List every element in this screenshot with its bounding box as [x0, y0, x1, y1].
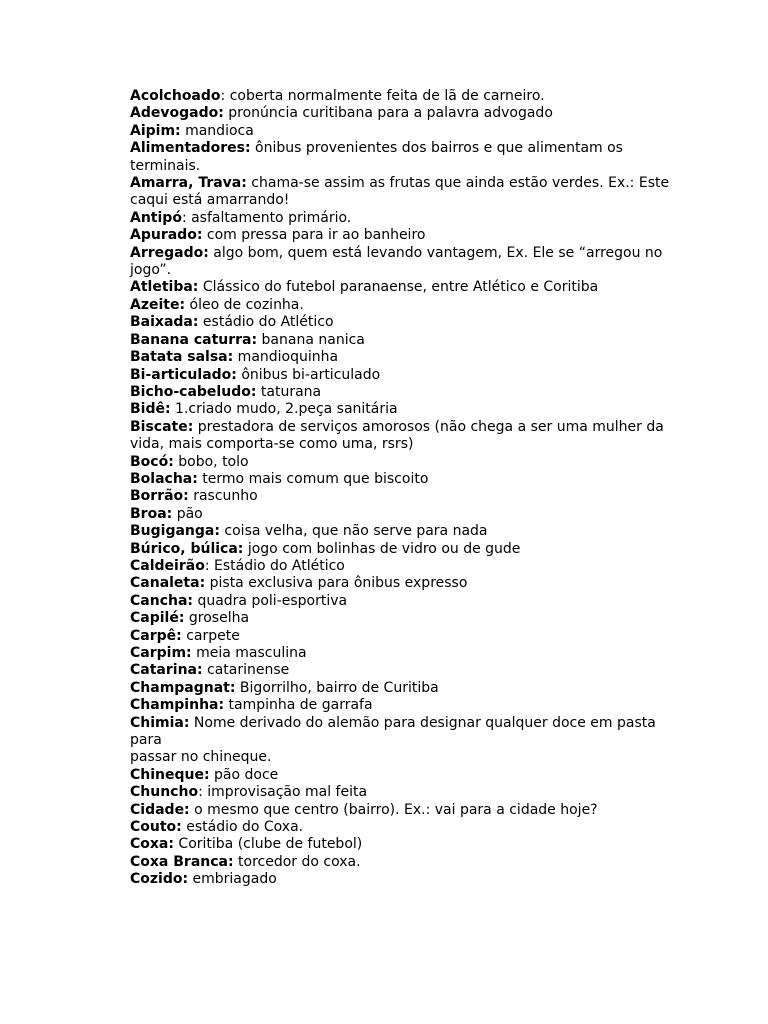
glossary-entry-coxa: [130, 836, 670, 853]
glossary-entry-azeite: [130, 297, 670, 314]
glossary-entry-bugiganga: [130, 523, 670, 540]
entry-definition: bobo, tolo: [173, 453, 249, 470]
entry-term: Coxa Branca:: [130, 853, 234, 870]
glossary-entry-arregado: [130, 245, 670, 280]
entry-definition: Bigorrilho, bairro de Curitiba: [235, 679, 439, 696]
entry-term: Caldeirão: [130, 557, 205, 574]
glossary-entry-caldeirao: [130, 558, 670, 575]
glossary-entry-baixada: [130, 314, 670, 331]
entry-term: Couto:: [130, 819, 182, 836]
entry-definition: com pressa para ir ao banheiro: [202, 227, 426, 244]
entry-definition: estádio do Atlético: [198, 314, 334, 331]
glossary-entry-canaleta: [130, 575, 670, 592]
glossary-entry-chimia: [130, 715, 670, 767]
entry-definition: banana nanica: [257, 331, 365, 348]
glossary-entry-cidade: [130, 802, 670, 819]
entry-definition: o mesmo que centro (bairro). Ex.: vai para a cidade hoje?: [189, 801, 598, 818]
entry-definition: estádio do Coxa.: [181, 819, 304, 836]
entry-term: Apurado:: [130, 227, 203, 244]
entry-term: Adevogado:: [130, 105, 224, 122]
entry-definition: pronúncia curitibana para a palavra advogado: [223, 105, 553, 122]
entry-definition: chama-se assim as frutas que ainda estão verdes. Ex.: Este caqui está amarrando!: [130, 175, 670, 209]
glossary-entry-atletiba: [130, 279, 670, 296]
glossary-entry-bolacha: [130, 471, 670, 488]
entry-definition: prestadora de serviços amorosos (não chega a ser uma mulher da vida, mais comporta-se como uma, rsrs): [130, 418, 664, 453]
entry-term: Búrico, búlica:: [130, 540, 244, 557]
glossary-entry-acolchoado: [130, 88, 670, 105]
glossary-entry-cancha: [130, 593, 670, 610]
entry-term: Bidê:: [130, 401, 171, 418]
glossary-entry-aipim: [130, 123, 670, 140]
entry-term: Cancha:: [130, 592, 193, 609]
glossary-entry-couto: [130, 819, 670, 836]
entry-term: Cidade:: [130, 801, 190, 818]
entry-term: Champagnat:: [130, 679, 236, 696]
entry-definition: : coberta normalmente feita de lã de carneiro.: [220, 88, 545, 104]
glossary-entry-chuncho: [130, 784, 670, 801]
entry-definition: termo mais comum que biscoito: [197, 470, 429, 487]
entry-term: Alimentadores:: [130, 140, 251, 157]
entry-term: Cozido:: [130, 871, 189, 888]
glossary-entry-borrao: [130, 488, 670, 505]
glossary-entry-boco: [130, 454, 670, 471]
entry-definition: mandioca: [180, 122, 254, 139]
entry-term: Aipim:: [130, 122, 181, 139]
entry-definition: groselha: [184, 610, 250, 627]
glossary-entry-bicho-cabeludo: [130, 384, 670, 401]
entry-term: Borrão:: [130, 488, 189, 505]
glossary-entry-amarra-trava: [130, 175, 670, 210]
entry-term: Amarra, Trava:: [130, 175, 247, 192]
entry-definition: ônibus provenientes dos bairros e que alimentam os terminais.: [130, 140, 623, 174]
entry-term: Arregado:: [130, 244, 209, 261]
entry-definition: pão doce: [209, 766, 279, 783]
entry-definition: : asfaltamento primário.: [181, 209, 352, 226]
entry-term: Broa:: [130, 505, 173, 522]
entry-definition: 1.criado mudo, 2.peça sanitária: [170, 401, 398, 418]
entry-definition: : improvisação mal feita: [198, 784, 368, 801]
entry-term: Bugiganga:: [130, 523, 220, 540]
entry-term: Batata salsa:: [130, 349, 234, 366]
entry-definition: tampinha de garrafa: [224, 697, 373, 714]
entry-definition: Coritiba (clube de futebol): [173, 836, 363, 853]
entry-term: Atletiba:: [130, 279, 199, 296]
entry-term: Chimia:: [130, 714, 190, 731]
entry-definition: pão: [172, 505, 203, 522]
entry-definition: carpete: [181, 627, 240, 644]
glossary-entry-carpim: [130, 645, 670, 662]
glossary-entry-apurado: [130, 227, 670, 244]
entry-term: Carpê:: [130, 627, 182, 644]
glossary-entry-champinha: [130, 697, 670, 714]
entry-definition: Nome derivado do alemão para designar qualquer doce em pasta para passar no chineque.: [130, 714, 656, 766]
glossary-entry-batata-salsa: [130, 349, 670, 366]
entry-definition: mandioquinha: [233, 349, 339, 366]
entry-definition: coisa velha, que não serve para nada: [219, 523, 488, 540]
entry-definition: taturana: [256, 383, 322, 400]
entry-term: Bicho-cabeludo:: [130, 383, 257, 400]
entry-term: Chuncho: [130, 784, 199, 801]
entry-term: Champinha:: [130, 697, 225, 714]
glossary-entry-broa: [130, 506, 670, 523]
entry-term: Azeite:: [130, 296, 186, 313]
entry-term: Bocó:: [130, 453, 174, 470]
entry-term: Coxa:: [130, 836, 174, 853]
glossary-entry-burico-bulica: [130, 541, 670, 558]
entry-term: Banana caturra:: [130, 331, 258, 348]
glossary-entry-champagnat: [130, 680, 670, 697]
glossary-entry-coxa-branca: [130, 854, 670, 871]
entry-definition: quadra poli-esportiva: [193, 592, 348, 609]
entry-term: Catarina:: [130, 662, 203, 679]
entry-term: Baixada:: [130, 314, 199, 331]
glossary-page: [130, 88, 670, 889]
entry-term: Capilé:: [130, 610, 185, 627]
entry-definition: meia masculina: [191, 645, 307, 661]
entry-definition: rascunho: [188, 488, 258, 505]
glossary-entry-catarina: [130, 662, 670, 679]
entry-term: Bolacha:: [130, 470, 198, 487]
entry-term: Biscate:: [130, 418, 194, 435]
entry-definition: algo bom, quem está levando vantagem, Ex. Ele se “arregou no jogo”.: [130, 244, 663, 279]
entry-term: Carpim:: [130, 645, 192, 661]
glossary-entry-bide: [130, 401, 670, 418]
entry-term: Chineque:: [130, 766, 210, 783]
glossary-entry-biscate: [130, 419, 670, 454]
entry-term: Canaleta:: [130, 575, 206, 592]
glossary-entry-adevogado: [130, 105, 670, 122]
glossary-entry-antipo: [130, 210, 670, 227]
entry-definition: pista exclusiva para ônibus expresso: [205, 575, 468, 592]
entry-definition: embriagado: [188, 871, 277, 888]
entry-definition: ônibus bi-articulado: [236, 366, 381, 383]
glossary-entry-bi-articulado: [130, 367, 670, 384]
entry-definition: : Estádio do Atlético: [204, 557, 345, 574]
glossary-entry-banana-caturra: [130, 332, 670, 349]
glossary-entry-carpe: [130, 628, 670, 645]
glossary-entry-alimentadores: [130, 140, 670, 175]
glossary-entry-capile: [130, 610, 670, 627]
entry-term: Bi-articulado:: [130, 366, 237, 383]
entry-definition: torcedor do coxa.: [233, 853, 361, 870]
entry-term: Antipó: [130, 209, 182, 226]
entry-definition: catarinense: [202, 662, 290, 679]
entry-term: Acolchoado: [130, 88, 221, 104]
glossary-entry-chineque: [130, 767, 670, 784]
entry-definition: jogo com bolinhas de vidro ou de gude: [243, 540, 521, 557]
entry-definition: óleo de cozinha.: [185, 296, 304, 313]
glossary-entry-cozido: [130, 871, 670, 888]
entry-definition: Clássico do futebol paranaense, entre Atlético e Coritiba: [198, 279, 599, 296]
